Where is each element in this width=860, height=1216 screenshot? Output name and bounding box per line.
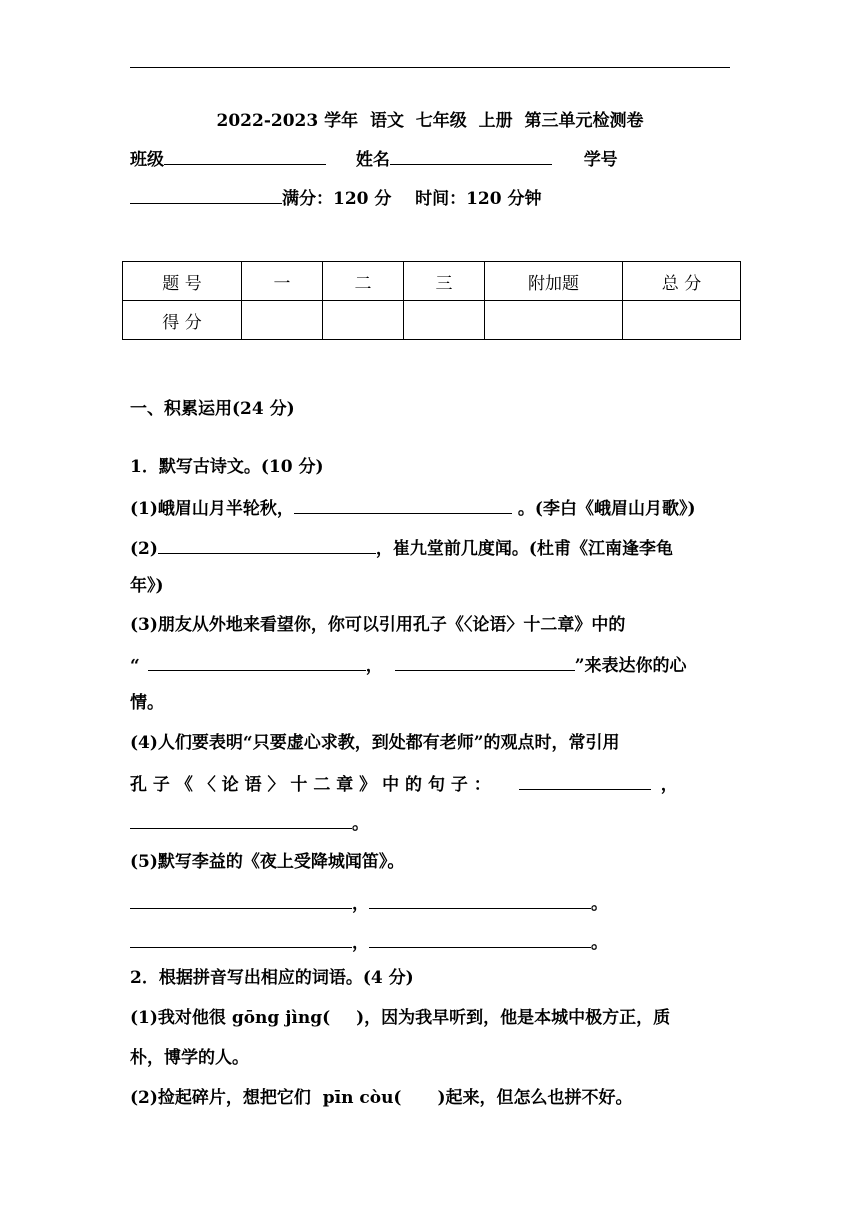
- comma: ，: [352, 933, 369, 953]
- q1-item-2-cont: 年》): [130, 576, 164, 596]
- q2-item-1: [130, 1007, 670, 1029]
- answer-blank[interactable]: [130, 811, 352, 829]
- table-header-cell: 附加题: [485, 262, 623, 301]
- q1-item-1-text: (1)峨眉山月半轮秋，: [130, 499, 294, 519]
- q1-item-4-line2: [130, 772, 678, 796]
- q1-item-2-text: ，崔九堂前几度闻。(杜甫《江南逢李龟: [375, 539, 673, 559]
- q1-item-2: [130, 536, 673, 560]
- q1-item-1: [130, 496, 696, 520]
- score-time-line: [130, 186, 541, 210]
- answer-blank[interactable]: [130, 891, 352, 909]
- question-1-title: 1．默写古诗文。(10 分): [130, 457, 324, 477]
- q2-item-2: [130, 1087, 633, 1109]
- row-label: 得 分: [123, 301, 242, 340]
- table-header-cell: 总 分: [623, 262, 741, 301]
- q1-item-1-source: 。(李白《峨眉山月歌》): [517, 499, 696, 519]
- table-score-row: [123, 301, 741, 340]
- class-blank[interactable]: [164, 147, 326, 165]
- page-title: 2022-2023 学年 语文 七年级 上册 第三单元检测卷: [216, 111, 644, 131]
- table-header-cell: 题 号: [123, 262, 242, 301]
- q1-item-5-line2: [130, 891, 608, 915]
- period: 。: [591, 894, 608, 914]
- q2-item-2-text: (2)捡起碎片，想把它们 pīn còu(: [130, 1088, 402, 1108]
- q2-item-1-text: (1)我对他很 gōng jìng(: [130, 1008, 331, 1028]
- q1-item-5: (5)默写李益的《夜上受降城闻笛》。: [130, 852, 405, 872]
- period: 。: [352, 814, 369, 834]
- answer-blank[interactable]: [294, 496, 512, 514]
- answer-blank[interactable]: [158, 536, 376, 554]
- q1-item-3: (3)朋友从外地来看望你，你可以引用孔子《〈论语〉十二章》中的: [130, 615, 626, 635]
- comma: ，: [365, 656, 383, 676]
- score-cell[interactable]: [323, 301, 404, 340]
- q2-item-1-line2: 朴，博学的人。: [130, 1048, 249, 1068]
- score-table: [122, 261, 741, 340]
- comma: ，: [660, 775, 678, 795]
- period: 。: [591, 933, 608, 953]
- score-cell[interactable]: [623, 301, 741, 340]
- score-cell[interactable]: [404, 301, 485, 340]
- student-info-line: [130, 147, 618, 171]
- answer-blank[interactable]: [369, 891, 591, 909]
- q1-item-4-text: 孔 子 《 〈 论 语 〉 十 二 章 》 中 的 句 子 ：: [130, 775, 491, 795]
- answer-blank[interactable]: [519, 772, 651, 790]
- answer-blank[interactable]: [369, 930, 591, 948]
- q1-item-3-line3: 情。: [130, 693, 164, 713]
- question-2-title: 2．根据拼音写出相应的词语。(4 分): [130, 968, 414, 988]
- q1-item-5-line3: [130, 930, 608, 954]
- answer-blank[interactable]: [130, 930, 352, 948]
- q2-item-1-rest: )，因为我早听到，他是本城中极方正，质: [356, 1008, 671, 1028]
- table-header-cell: 三: [404, 262, 485, 301]
- comma: ，: [352, 894, 369, 914]
- table-header-row: [123, 262, 741, 301]
- id-blank[interactable]: [130, 186, 282, 204]
- answer-blank[interactable]: [395, 653, 575, 671]
- table-header-cell: 一: [242, 262, 323, 301]
- q1-item-3-text: ”来表达你的心: [574, 656, 687, 676]
- name-label: 姓名: [355, 150, 390, 170]
- score-cell[interactable]: [485, 301, 623, 340]
- table-header-cell: 二: [323, 262, 404, 301]
- q1-item-3-line2: [130, 653, 687, 677]
- score-cell[interactable]: [242, 301, 323, 340]
- header-rule: [130, 67, 730, 68]
- q2-item-2-rest: )起来，但怎么也拼不好。: [437, 1088, 633, 1108]
- score-time-text: 满分：120 分 时间：120 分钟: [282, 189, 542, 209]
- section-heading: 一、积累运用(24 分): [130, 399, 295, 419]
- name-blank[interactable]: [390, 147, 552, 165]
- answer-blank[interactable]: [148, 653, 366, 671]
- id-label: 学号: [583, 150, 618, 170]
- q1-item-4: (4)人们要表明“只要虚心求教，到处都有老师”的观点时，常引用: [130, 733, 620, 753]
- open-quote: “: [130, 656, 140, 676]
- q1-item-4-line3: [130, 811, 369, 835]
- class-label: 班级: [130, 150, 164, 170]
- q1-item-2-num: (2): [130, 539, 158, 559]
